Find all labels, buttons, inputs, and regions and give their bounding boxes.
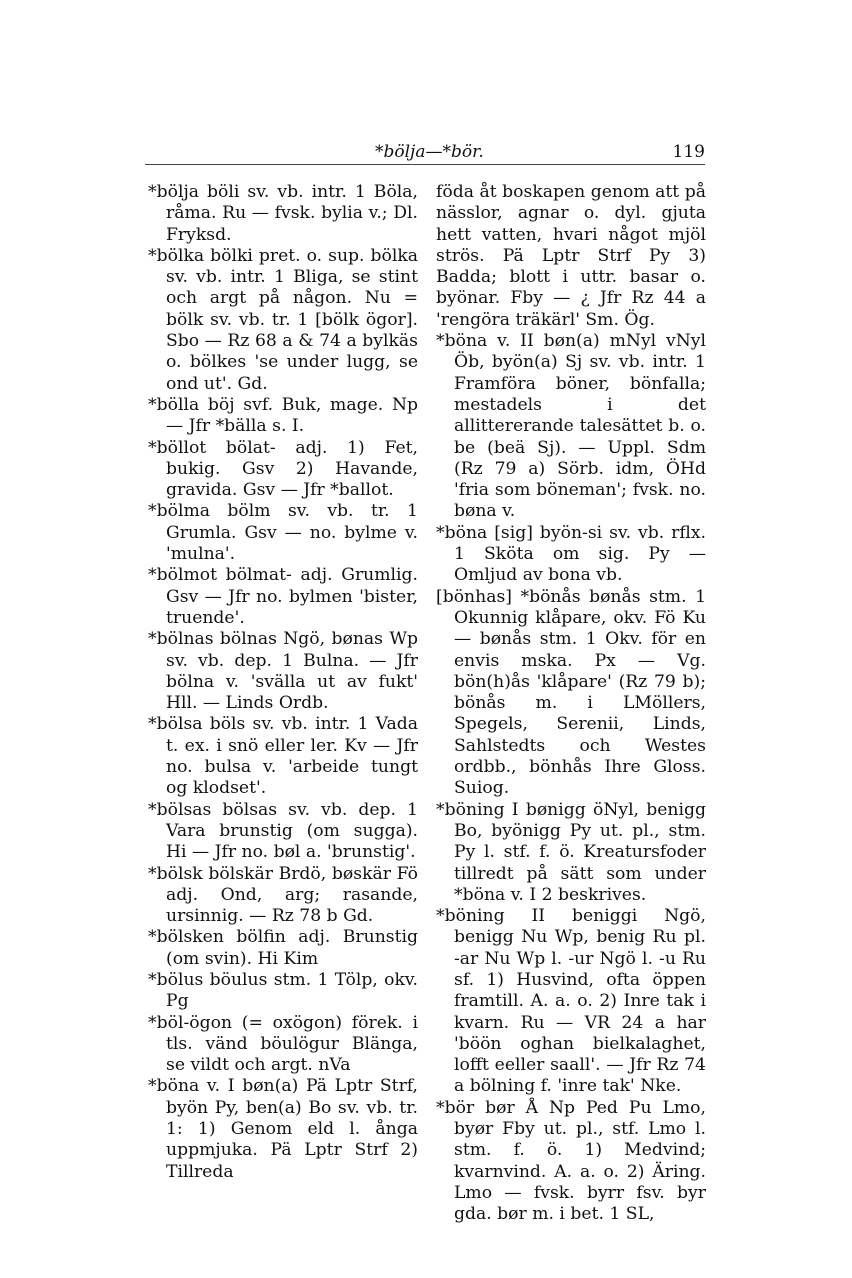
entry-bolma: *bölma bölm sv. vb. tr. 1 Grumla. Gsv — no. bylme v. 'mulna'.	[148, 501, 418, 565]
entry-bolnas: *bölnas bölnas Ngö, bønas Wp sv. vb. dep. 1 Bulna. — Jfr bölna v. 'svälla ut av fukt' Hll. — Linds Ordb.	[148, 629, 418, 714]
entry-bolsa: *bölsa böls sv. vb. intr. 1 Vada t. ex. i snö eller ler. Kv — Jfr no. bulsa v. 'arbeide tungt og klodset'.	[148, 714, 418, 799]
entry-bolka: *bölka bölki pret. o. sup. bölka sv. vb. intr. 1 Bliga, se stint och argt på någon. Nu = bölk sv. vb. tr. 1 [bölk ögor]. Sbo — Rz 68 a & 74 a bylkäs o. bölkes 'se under lugg, se ond ut'. Gd.	[148, 245, 418, 394]
left-column	[148, 182, 418, 1183]
entry-bollot: *böllot bölat- adj. 1) Fet, bukig. Gsv 2) Havande, gravida. Gsv — Jfr *ballot.	[148, 437, 418, 501]
right-column	[436, 182, 706, 1226]
entry-boning-2: *böning II beniggi Ngö, benigg Nu Wp, benig Ru pl. -ar Nu Wp l. -ur Ngö l. -u Ru sf. 1) Husvind, ofta öppen framtill. A. a. o. 2) Inre tak i kvarn. Ru — VR 24 a har 'böön oghan bielkalaghet, lofft eeller saall'. — Jfr Rz 74 a bölning f. 'inre tak' Nke.	[436, 906, 706, 1097]
entry-boning-1: *böning I bønigg öNyl, benigg Bo, byönigg Py ut. pl., stm. Py l. stf. f. ö. Kreatursfoder tillredt på sätt som under *böna v. I 2 beskrives.	[436, 799, 706, 905]
entry-bolla: *bölla böj svf. Buk, mage. Np — Jfr *bälla s. I.	[148, 394, 418, 437]
entry-bona-sig: *böna [sig] byön-si sv. vb. rflx. 1 Sköta om sig. Py — Omljud av bona vb.	[436, 522, 706, 586]
entry-bor: *bör bør Å Np Ped Pu Lmo, byør Fby ut. pl., stf. Lmo l. stm. f. ö. 1) Medvind; kvarnvind. A. a. o. 2) Äring. Lmo — fvsk. byrr fsv. byr gda. bør m. i bet. 1 SL,	[436, 1097, 706, 1225]
page-header	[145, 140, 705, 162]
entry-bona-1: *böna v. I bøn(a) Pä Lptr Strf, byön Py, ben(a) Bo sv. vb. tr. 1: 1) Genom eld l. ånga uppmjuka. Pä Lptr Strf 2) Tillreda	[148, 1076, 418, 1182]
entry-bolja: *bölja böli sv. vb. intr. 1 Böla, råma. Ru — fvsk. bylia v.; Dl. Fryksd.	[148, 182, 418, 245]
entry-bona-1-continued: föda åt boskapen genom att på nässlor, agnar o. dyl. gjuta hett vatten, hvari något mjöl strös. Pä Lptr Strf Py 3) Badda; blott i uttr. basar o. byönar. Fby — ¿ Jfr Rz 44 a 'rengöra träkärl' Sm. Ög.	[436, 182, 706, 330]
entry-bonhas: [bönhas] *bönås bønås stm. 1 Okunnig klåpare, okv. Fö Ku — bønås stm. 1 Okv. för en envis mska. Px — Vg. bön(h)ås 'klåpare' (Rz 79 b); bönås m. i LMöllers, Spegels, Serenii, Linds, Sahlstedts och Westes ordbb., bönhås Ihre Gloss. Suiog.	[436, 586, 706, 799]
entry-bolus: *bölus böulus stm. 1 Tölp, okv. Pg	[148, 969, 418, 1012]
entry-bolsas: *bölsas bölsas sv. vb. dep. 1 Vara brunstig (om sugga). Hi — Jfr no. bøl a. 'brunstig'.	[148, 799, 418, 863]
entry-bol-ogon: *böl-ögon (= oxögon) förek. i tls. vänd böulögur Blänga, se vildt och argt. nVa	[148, 1012, 418, 1076]
entry-bolsk: *bölsk bölskär Brdö, bøskär Fö adj. Ond, arg; rasande, ursinnig. — Rz 78 b Gd.	[148, 863, 418, 927]
entry-bona-2: *böna v. II bøn(a) mNyl vNyl Öb, byön(a) Sj sv. vb. intr. 1 Framföra böner, bönfalla; mestadels i det allittererande talesättet b. o. be (beä Sj). — Uppl. Sdm (Rz 79 a) Sörb. idm, ÖHd 'fria som böneman'; fvsk. no. bøna v.	[436, 331, 706, 522]
running-head: *bölja—*bör.	[375, 142, 484, 162]
page-number: 119	[672, 142, 705, 162]
entry-bolsken: *bölsken bölfin adj. Brunstig (om svin). Hi Kim	[148, 927, 418, 969]
header-rule	[145, 164, 705, 165]
entry-bolmot: *bölmot bölmat- adj. Grumlig. Gsv — Jfr no. bylmen 'bister, truende'.	[148, 565, 418, 628]
